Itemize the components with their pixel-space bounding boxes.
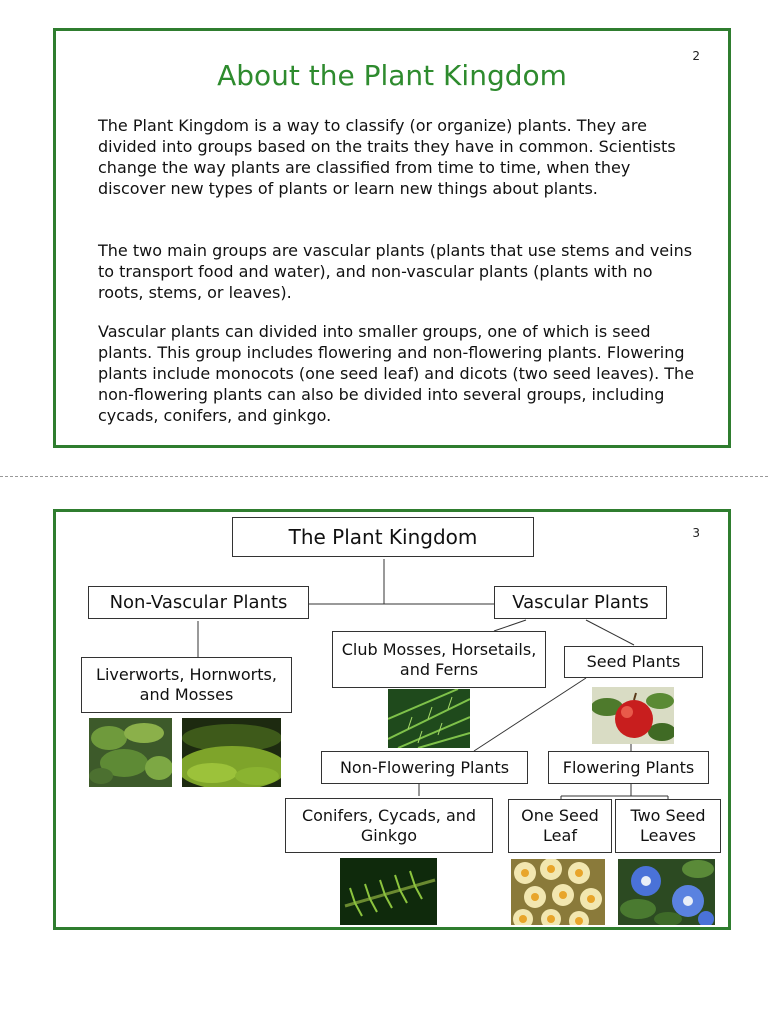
page-title: About the Plant Kingdom — [217, 59, 567, 92]
one-seed-leaf-node: One Seed Leaf — [508, 799, 612, 853]
non-flowering-node: Non-Flowering Plants — [321, 751, 528, 784]
page-number: 3 — [692, 526, 700, 540]
two-seed-leaves-node: Two Seed Leaves — [615, 799, 721, 853]
non-vascular-node: Non-Vascular Plants — [88, 586, 309, 619]
liverwort-photo — [89, 718, 172, 787]
flowering-node: Flowering Plants — [548, 751, 709, 784]
conifers-node: Conifers, Cycads, and Ginkgo — [285, 798, 493, 853]
about-page-card — [53, 28, 731, 448]
conifer-photo — [340, 858, 437, 925]
vascular-groups-paragraph: Vascular plants can divided into smaller groups, one of which is seed plants. This group includes flowering and non-flowering plants. Flowering plants include monocots (one seed leaf) and dicots (two seed leaves). The non-flowering plants can also be divided into several groups, including cycads, conifers, and ginkgo. — [98, 322, 695, 425]
morning-glory-photo — [618, 859, 715, 925]
root-node: The Plant Kingdom — [232, 517, 534, 557]
moss-photo — [182, 718, 281, 787]
daffodil-photo — [511, 859, 605, 925]
intro-paragraph: The Plant Kingdom is a way to classify (or organize) plants. They are divided into groups based on the traits they have in common. Scientists change the way plants are classified from time to time, when they discover new types of plants or learn new things about plants. — [98, 116, 676, 198]
liverworts-node: Liverworts, Hornworts, and Mosses — [81, 657, 292, 713]
vascular-node: Vascular Plants — [494, 586, 667, 619]
plant-kingdom-diagram-card — [53, 509, 731, 930]
fern-photo — [388, 689, 470, 748]
apple-photo — [592, 687, 674, 744]
page-divider — [0, 476, 768, 477]
seed-plants-node: Seed Plants — [564, 646, 703, 678]
main-groups-paragraph: The two main groups are vascular plants (plants that use stems and veins to transport food and water), and non-vascular plants (plants with no roots, stems, or leaves). — [98, 241, 693, 302]
club-mosses-node: Club Mosses, Horsetails, and Ferns — [332, 631, 546, 688]
page-number: 2 — [692, 49, 700, 63]
